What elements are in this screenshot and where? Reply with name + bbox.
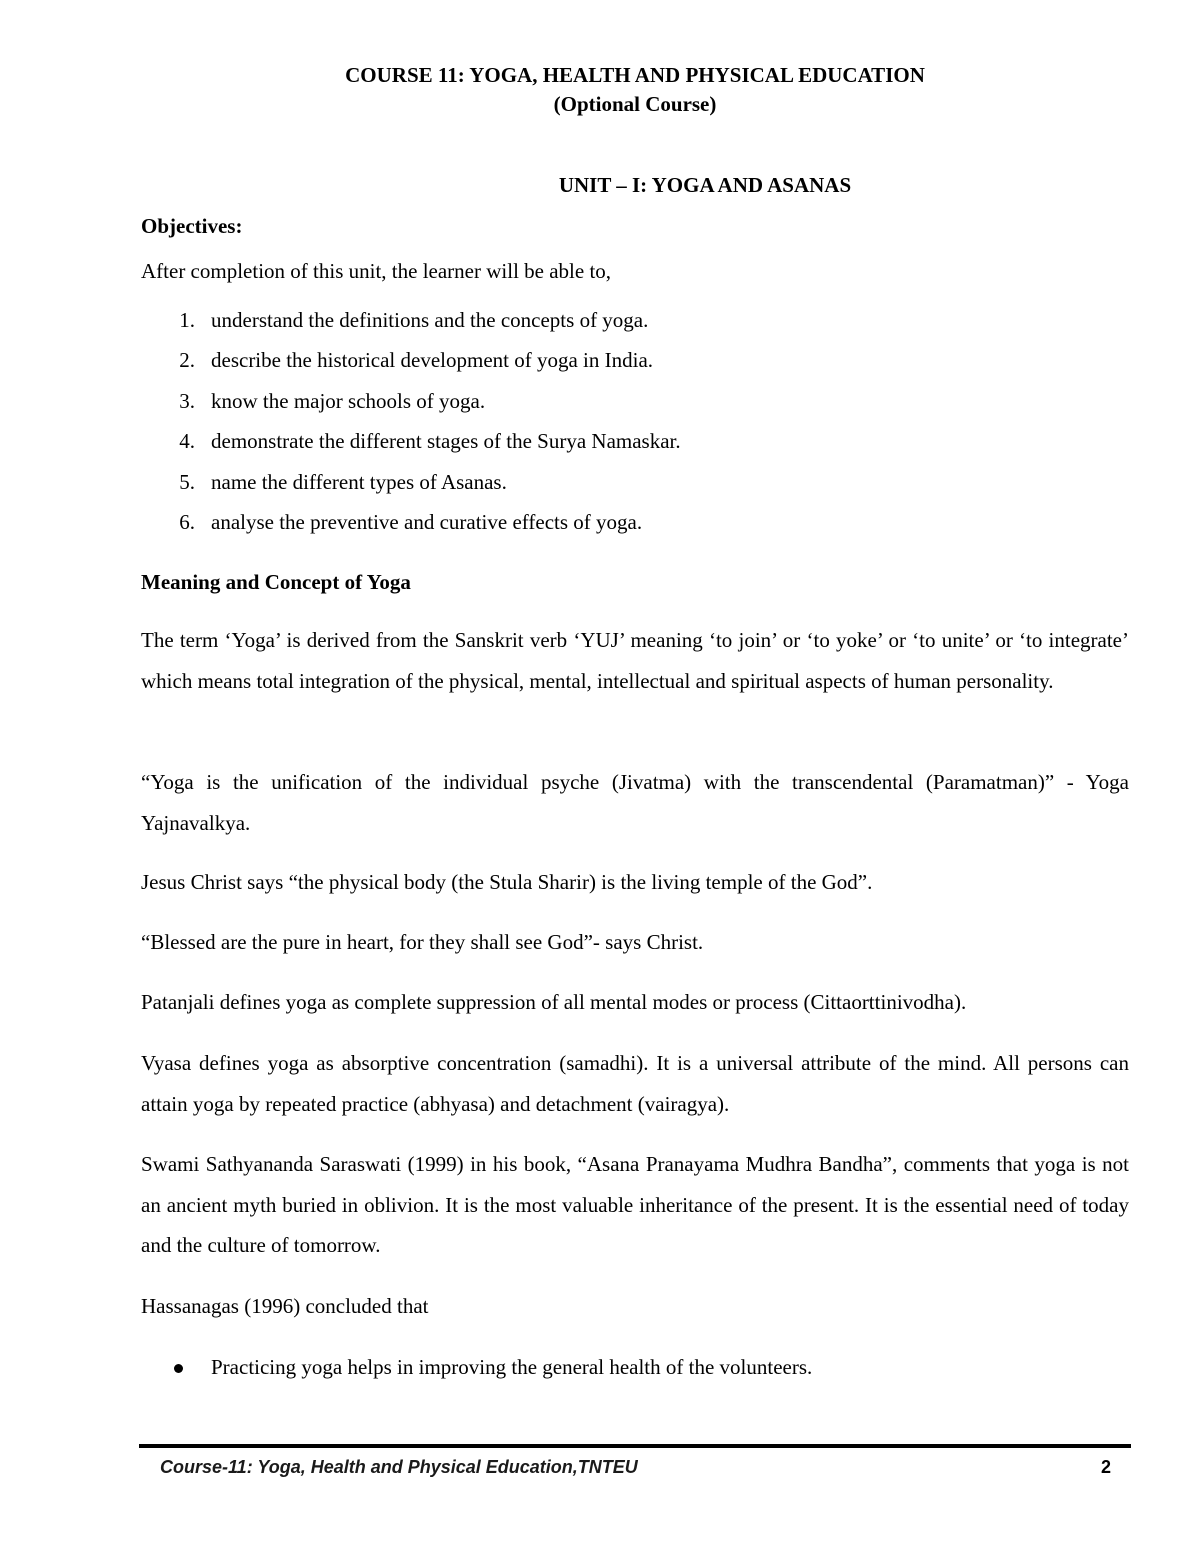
list-text: know the major schools of yoga. <box>211 388 486 413</box>
list-number: 2. <box>179 348 195 373</box>
list-number: 5. <box>179 469 195 494</box>
course-title: COURSE 11: YOGA, HEALTH AND PHYSICAL EDUCATION <box>345 63 925 87</box>
list-number: 3. <box>179 388 195 413</box>
paragraph-patanjali: Patanjali defines yoga as complete suppression of all mental modes or process (Cittaorttinivodha). <box>141 990 967 1014</box>
list-text: describe the historical development of yoga in India. <box>211 348 654 373</box>
footer-text: Course-11: Yoga, Health and Physical Education,TNTEU <box>160 1457 638 1477</box>
list-number: 4. <box>179 429 195 454</box>
paragraph-yoga-term: The term ‘Yoga’ is derived from the Sanskrit verb ‘YUJ’ meaning ‘to join’ or ‘to yoke’ or ‘to unite’ or ‘to integrate’ which means total integration of the physical, mental, intellectual and spiritual aspects of human personality. <box>141 628 1129 693</box>
list-text: demonstrate the different stages of the Surya Namaskar. <box>211 429 681 454</box>
list-text: analyse the preventive and curative effects of yoga. <box>211 509 643 534</box>
footer-divider <box>139 1444 1131 1448</box>
paragraph-blessed: “Blessed are the pure in heart, for they shall see God”- says Christ. <box>141 930 704 954</box>
objectives-heading: Objectives: <box>141 214 243 238</box>
list-number: 1. <box>179 308 195 332</box>
meaning-heading: Meaning and Concept of Yoga <box>141 570 411 594</box>
page-number: 2 <box>1101 1457 1112 1477</box>
list-text: Practicing yoga helps in improving the general health of the volunteers. <box>211 1355 813 1379</box>
paragraph-vyasa: Vyasa defines yoga as absorptive concentration (samadhi). It is a universal attribute of the mind. All persons can attain yoga by repeated practice (abhyasa) and detachment (vairagya). <box>141 1051 1129 1116</box>
list-text: understand the definitions and the concepts of yoga. <box>211 308 649 332</box>
objectives-intro: After completion of this unit, the learner will be able to, <box>141 259 612 283</box>
unit-title: UNIT – I: YOGA AND ASANAS <box>558 173 852 197</box>
course-subtitle: (Optional Course) <box>553 92 717 116</box>
list-text: name the different types of Asanas. <box>211 469 507 494</box>
paragraph-sathyananda: Swami Sathyananda Saraswati (1999) in his book, “Asana Pranayama Mudhra Bandha”, comments that yoga is not an ancient myth buried in oblivion. It is the most valuable inheritance of the present. It is the essential need of today and the culture of tomorrow. <box>141 1152 1129 1257</box>
bullet-icon <box>174 1364 183 1373</box>
list-number: 6. <box>179 509 195 534</box>
paragraph-yajnavalkya: “Yoga is the unification of the individual psyche (Jivatma) with the transcendental (Paramatman)” - Yoga Yajnavalkya. <box>141 770 1129 835</box>
paragraph-hassanagas: Hassanagas (1996) concluded that <box>141 1294 429 1318</box>
paragraph-jesus: Jesus Christ says “the physical body (the Stula Sharir) is the living temple of the God”. <box>141 870 873 894</box>
